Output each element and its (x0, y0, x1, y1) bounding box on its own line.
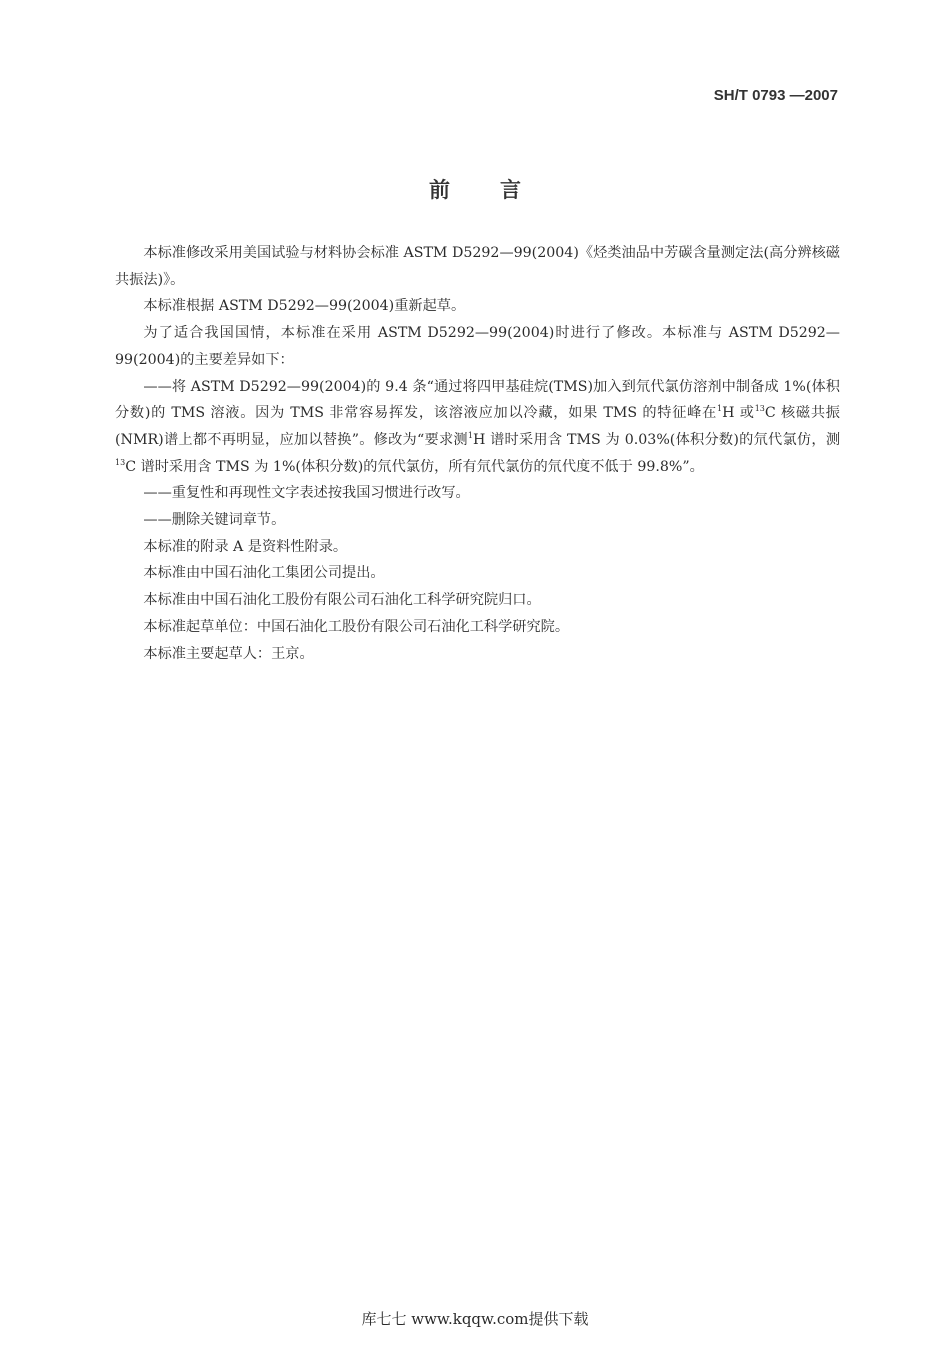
superscript: 13 (115, 457, 126, 467)
paragraph-drafting-unit: 本标准起草单位：中国石油化工股份有限公司石油化工科学研究院。 (143, 618, 570, 635)
paragraph-drafters: 本标准主要起草人：王京。 (143, 645, 314, 662)
text-segment: H 或 (722, 405, 755, 422)
paragraph-appendix: 本标准的附录 A 是资料性附录。 (143, 538, 348, 555)
paragraph-differences-intro: 为了适合我国国情，本标准在采用 ASTM D5292—99(2004)时进行了修改。本标准与 ASTM D5292—99(2004)的主要差异如下： (115, 325, 840, 368)
text-segment: H 谱时采用含 TMS 为 0.03%(体积分数)的氘代氯仿，测 (472, 431, 841, 448)
text-segment: ——将 ASTM D5292—99(2004)的 9.4 条“通过将四甲基硅烷(TMS)加入到氘代氯仿溶剂中制备成 1%(体积分数)的 TMS 溶液。因为 TMS 非常容易挥发，该溶液应加以冷藏，如果 TMS 的特征峰在 (115, 378, 840, 422)
document-body (115, 240, 840, 667)
paragraph-drafting-basis: 本标准根据 ASTM D5292—99(2004)重新起草。 (143, 298, 466, 315)
paragraph-difference-tms (115, 374, 840, 481)
superscript: 13 (754, 404, 765, 414)
paragraph-proposer: 本标准由中国石油化工集团公司提出。 (143, 565, 385, 582)
paragraph-difference-repeatability: ——重复性和再现性文字表述按我国习惯进行改写。 (143, 485, 470, 502)
paragraph-difference-keywords: ——删除关键词章节。 (143, 512, 286, 529)
standard-code: SH/T 0793 —2007 (713, 87, 838, 104)
superscript: 1 (467, 430, 473, 440)
paragraph-adoption: 本标准修改采用美国试验与材料协会标准 ASTM D5292—99(2004)《烃类油品中芳碳含量测定法(高分辨核磁共振法)》。 (115, 245, 840, 288)
text-segment: C 谱时采用含 TMS 为 1%(体积分数)的氘代氯仿，所有氘代氯仿的氘代度不低于 99.8%”。 (125, 458, 704, 475)
text-segment: C 核磁共振(NMR)谱上都不再明显，应加以替换”。修改为“要求测 (115, 405, 840, 448)
superscript: 1 (717, 404, 723, 414)
download-footer: 库七七 www.kqqw.com提供下载 (361, 1310, 589, 1328)
paragraph-centralized: 本标准由中国石油化工股份有限公司石油化工科学研究院归口。 (143, 592, 541, 609)
page-title: 前言 (429, 178, 571, 202)
